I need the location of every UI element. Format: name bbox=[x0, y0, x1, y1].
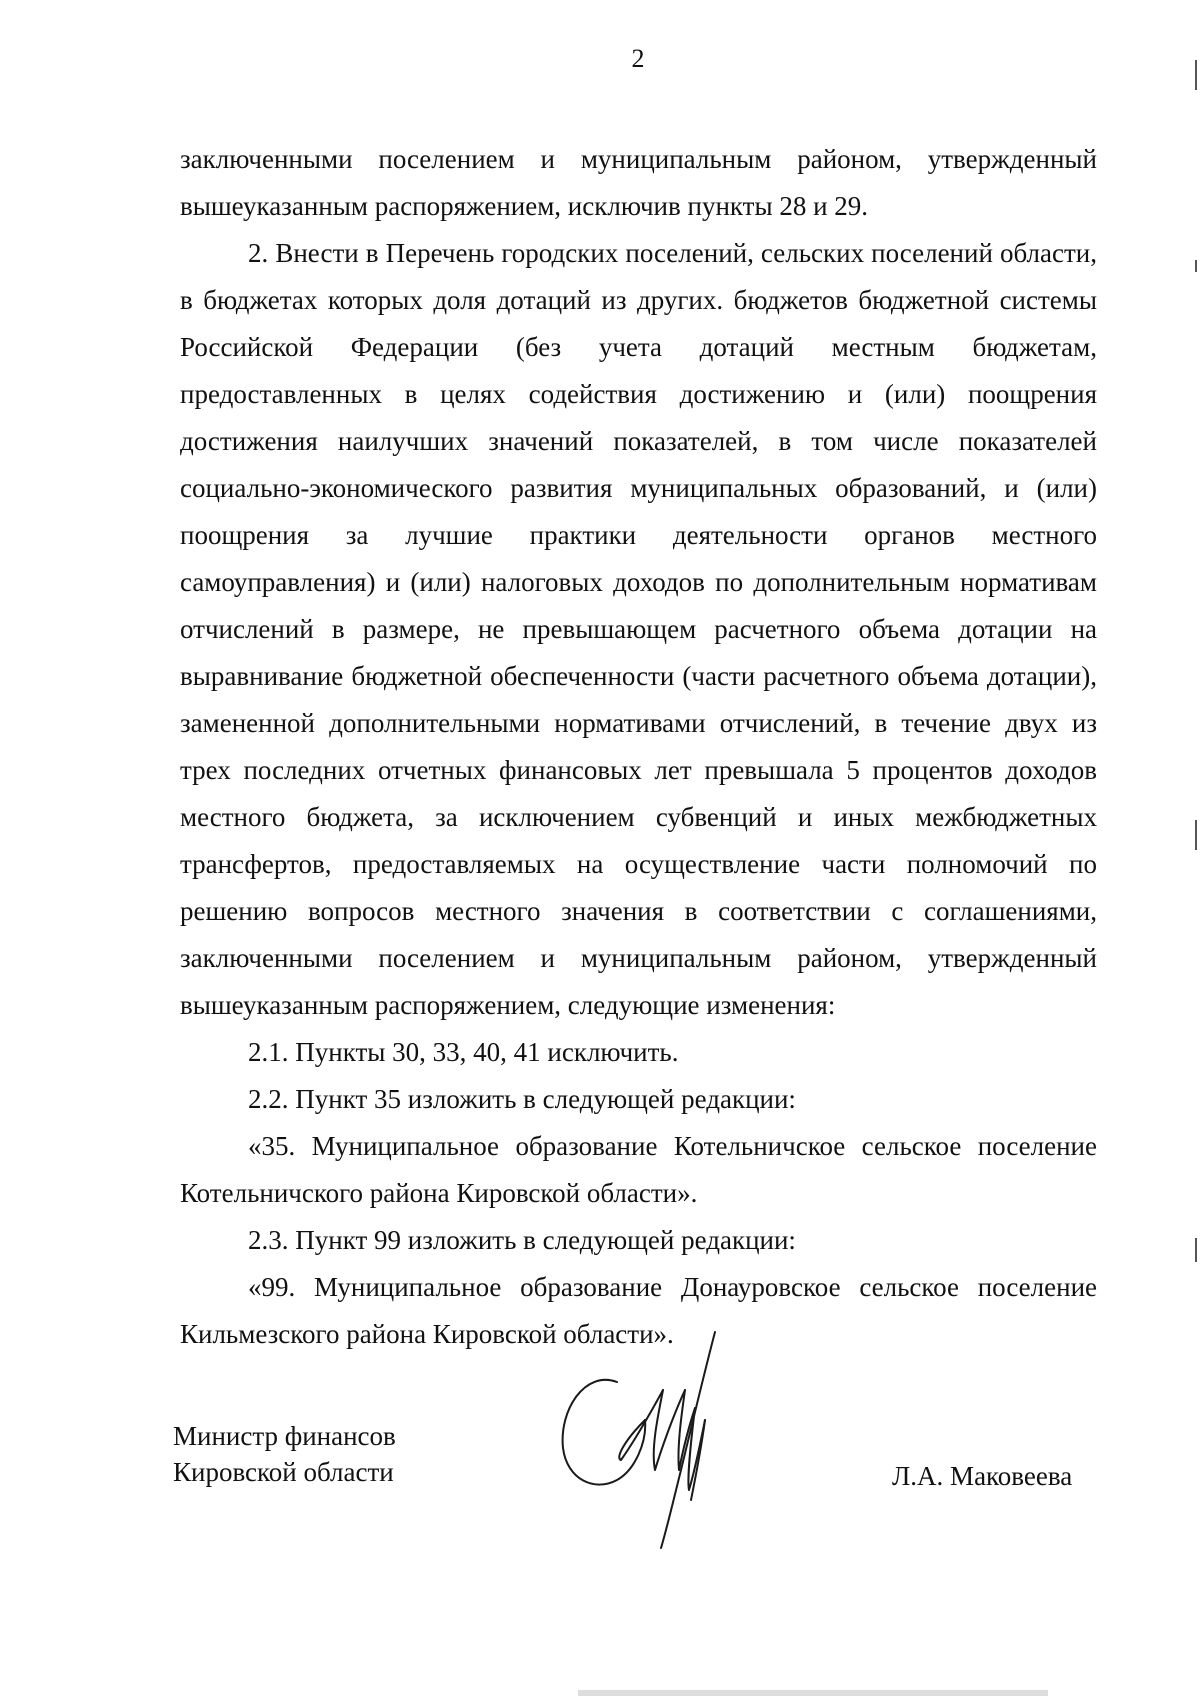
paragraph-item-2-3: 2.3. Пункт 99 изложить в следующей редакции: bbox=[248, 1225, 796, 1255]
paragraph-item-2-1: 2.1. Пункты 30, 33, 40, 41 исключить. bbox=[248, 1037, 679, 1067]
signatory-position bbox=[173, 1418, 396, 1490]
position-line-1: Министр финансов bbox=[173, 1421, 396, 1451]
scan-bottom-mark bbox=[578, 1690, 1048, 1696]
position-line-2: Кировской области bbox=[173, 1457, 394, 1487]
page-number: 2 bbox=[631, 44, 645, 73]
scan-edge-marks bbox=[1192, 0, 1200, 1700]
handwritten-signature bbox=[555, 1330, 755, 1550]
paragraph-quote-35: «35. Муниципальное образование Котельничское сельское поселение Котельничского района Кировской области». bbox=[180, 1131, 1097, 1208]
paragraph-quote-99: «99. Муниципальное образование Донауровское сельское поселение Кильмезского района Кировской области». bbox=[180, 1272, 1097, 1349]
paragraph-item-2: 2. Внести в Перечень городских поселений, сельских поселений области, в бюджетах которых доля дотаций из других. бюджетов бюджетной системы Российской Федерации (без учета дотаций местным бюджетам, предоставленных в целях содействия достижению и (или) поощрения достижения наилучших значений показателей, в том числе показателей социально-экономического развития муниципальных образований, и (или) поощрения за лучшие практики деятельности органов местного самоуправления) и (или) налоговых доходов по дополнительным нормативам отчислений в размере, не превышающем расчетного объема дотации на выравнивание бюджетной обеспеченности (части расчетного объема дотации), замененной дополнительными нормативами отчислений, в течение двух из трех последних отчетных финансовых лет превышала 5 процентов доходов местного бюджета, за исключением субвенций и иных межбюджетных трансфертов, предоставляемых на осуществление части полномочий по решению вопросов местного значения в соответствии с соглашениями, заключенными поселением и муниципальным районом, утвержденный вышеуказанным распоряжением, следующие изменения: bbox=[180, 238, 1097, 1020]
paragraph-continuation: заключенными поселением и муниципальным районом, утвержденный вышеуказанным распоряжением, исключив пункты 28 и 29. bbox=[180, 144, 1097, 221]
paragraph-item-2-2: 2.2. Пункт 35 изложить в следующей редакции: bbox=[248, 1084, 796, 1114]
document-body bbox=[180, 136, 1097, 1358]
signer-name: Л.А. Маковеева bbox=[892, 1461, 1073, 1491]
